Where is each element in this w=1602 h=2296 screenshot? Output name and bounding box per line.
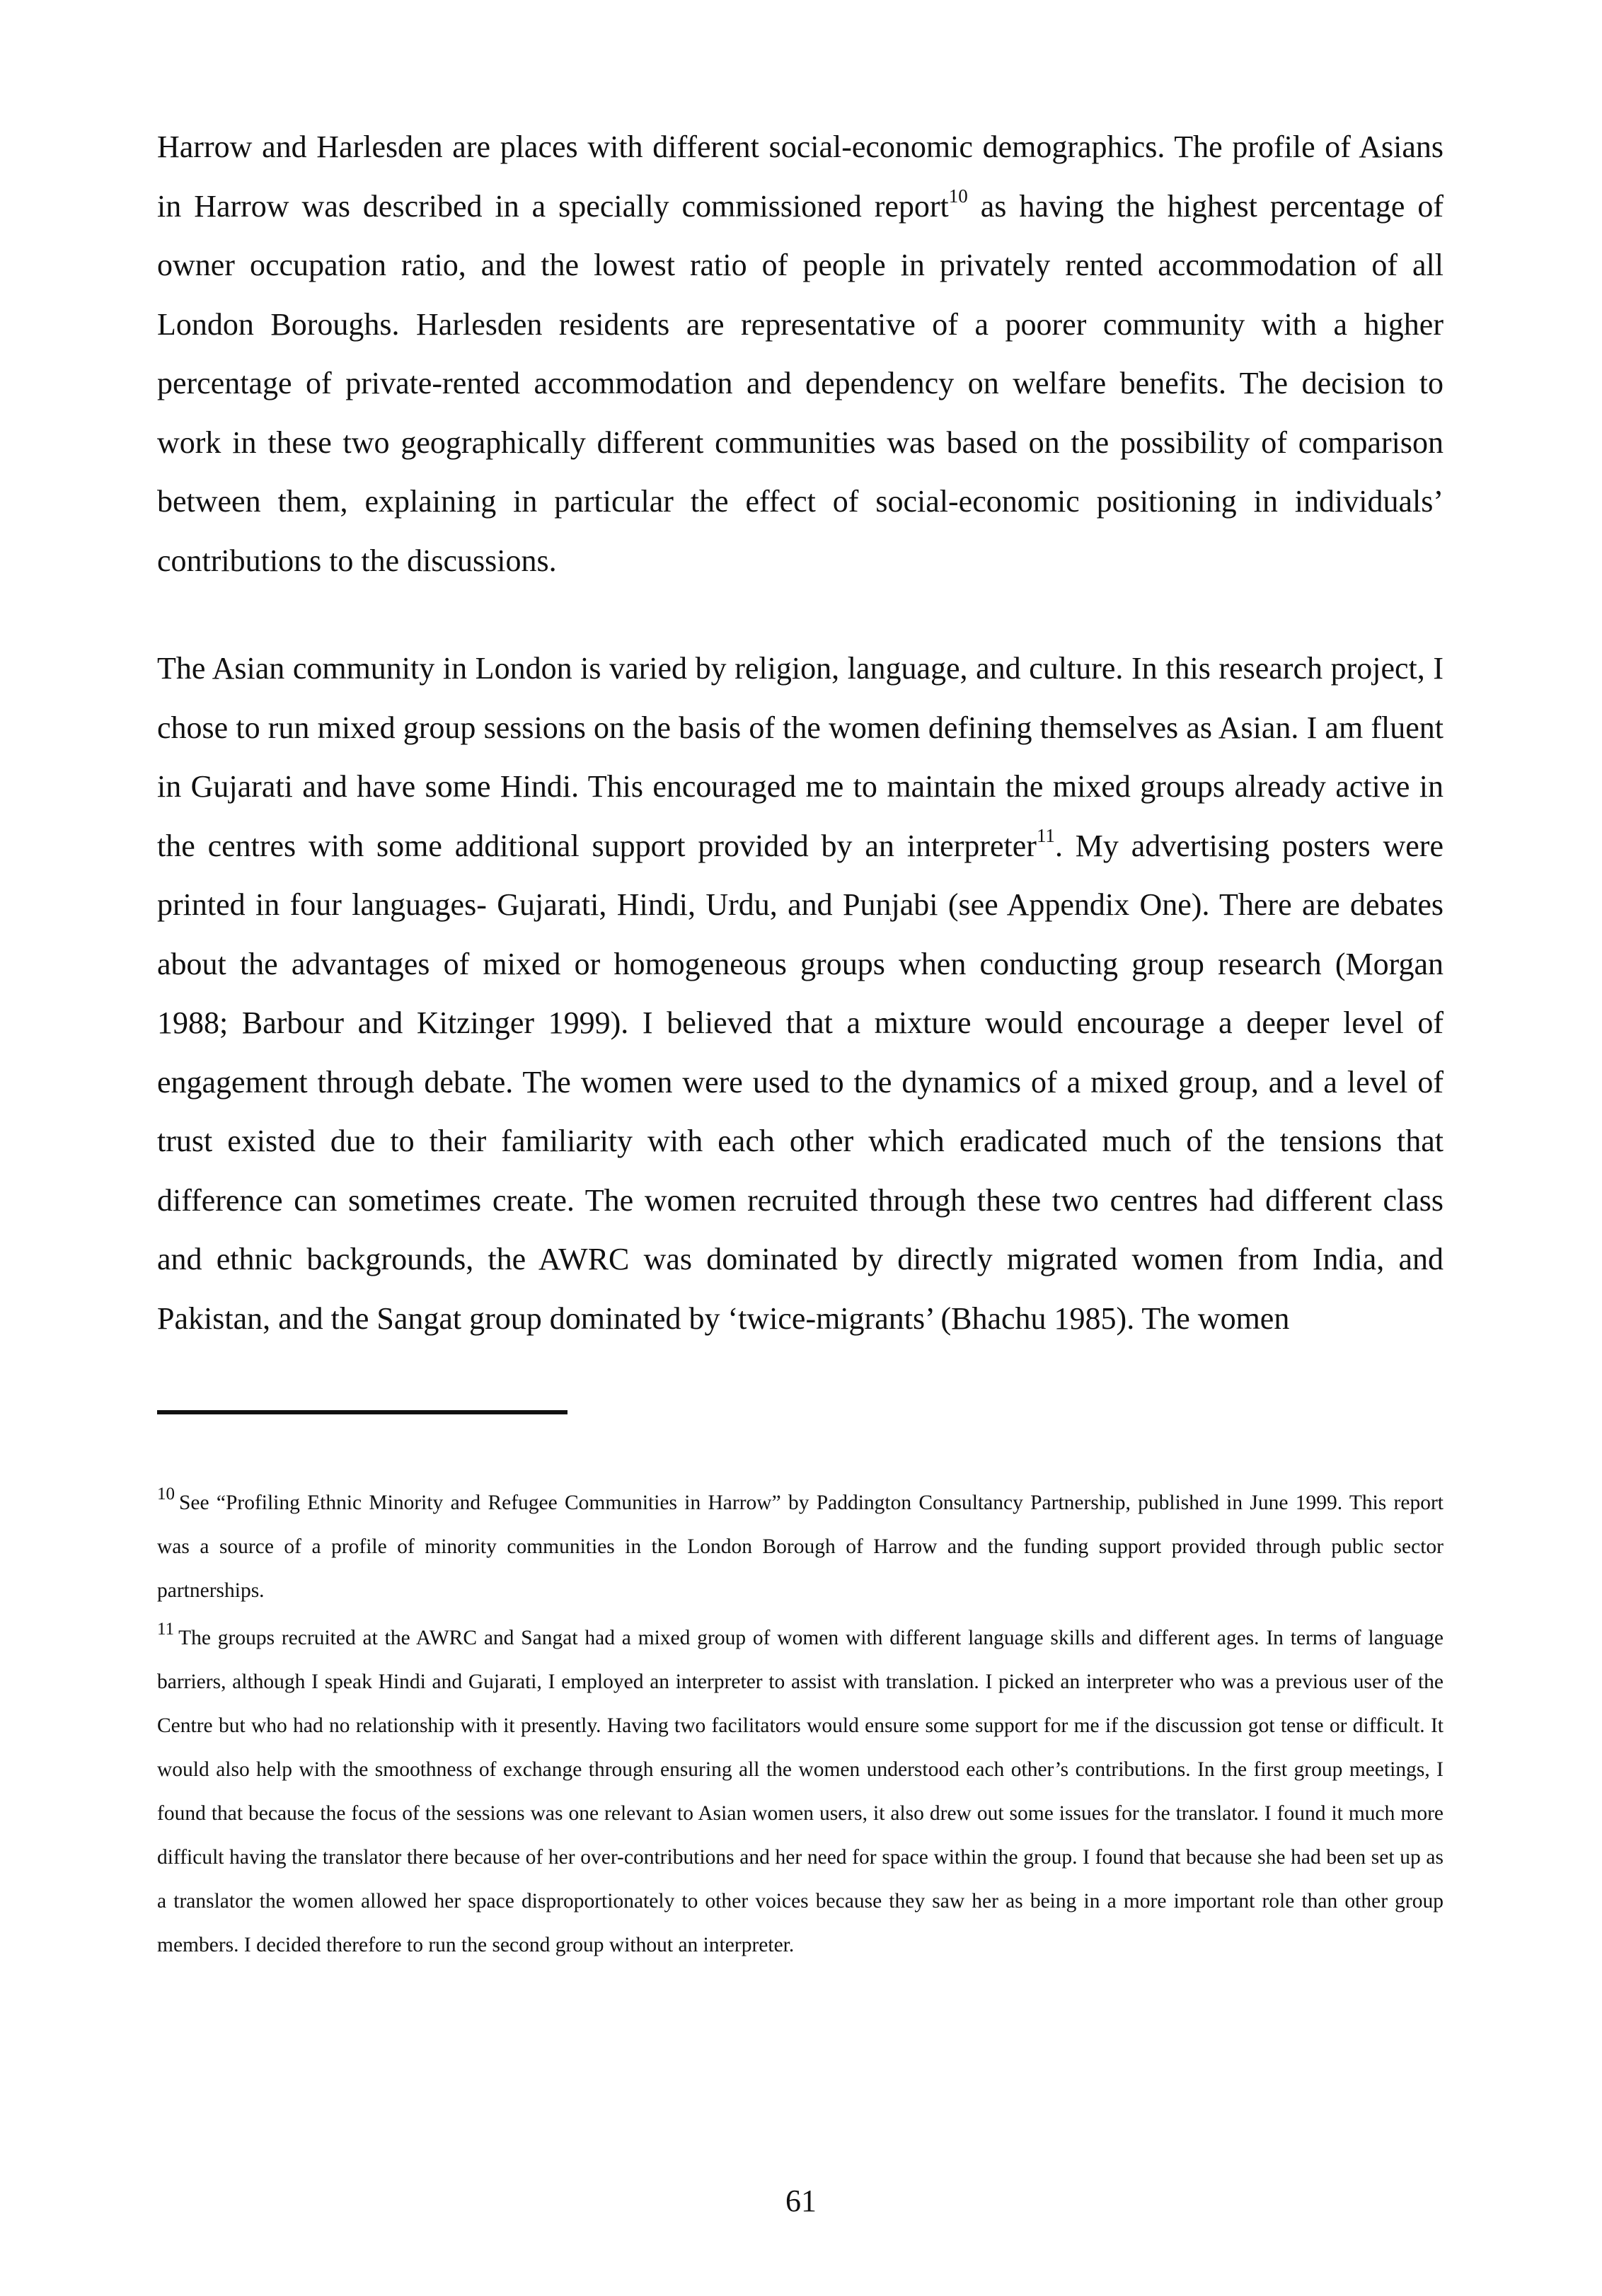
footnote-10: [157, 1481, 1443, 1613]
footnote-mark: 10: [157, 1484, 175, 1504]
body-paragraph-1: [157, 117, 1443, 590]
footnote-reference-10[interactable]: 10: [948, 185, 968, 207]
paragraph-text: . My advertising posters were printed in four languages- Gujarati, Hindi, Urdu, and Punjabi (see Appendix One). There are debates about the advantages of mixed or homogeneous groups when conducting group research (Morgan 1988; Barbour and Kitzinger 1999). I believed that a mixture would encourage a deeper level of engagement through debate. The women were used to the dynamics of a mixed group, and a level of trust existed due to their familiarity with each other which eradicated much of the tensions that difference can sometimes create. The women recruited through these two centres had different class and ethnic backgrounds, the AWRC was dominated by directly migrated women from India, and Pakistan, and the Sangat group dominated by ‘twice-migrants’ (Bhachu 1985). The women: [157, 828, 1443, 1336]
footnote-text: The groups recruited at the AWRC and Sangat had a mixed group of women with different language skills and different ages. In terms of language barriers, although I speak Hindi and Gujarati, I employed an interpreter to assist with translation. I picked an interpreter who was a previous user of the Centre but who had no relationship with it presently. Having two facilitators would ensure some support for me if the discussion got tense or difficult. It would also help with the smoothness of exchange through ensuring all the women understood each other’s contributions. In the first group meetings, I found that because the focus of the sessions was one relevant to Asian women users, it also drew out some issues for the translator. I found it much more difficult having the translator there because of her over-contributions and her need for space within the group. I found that because she had been set up as a translator the women allowed her space disproportionately to other voices because they saw her as being in a more important role than other group members. I decided therefore to run the second group without an interpreter.: [157, 1627, 1443, 1956]
footnote-reference-11[interactable]: 11: [1036, 824, 1055, 846]
footnote-separator: [157, 1410, 567, 1414]
footnote-11: [157, 1616, 1443, 1967]
paragraph-text: The Asian community in London is varied by religion, language, and culture. In this research project, I chose to run mixed group sessions on the basis of the women defining themselves as Asian. I am fluent in Gujarati and have some Hindi. This encouraged me to maintain the mixed groups already active in the centres with some additional support provided by an interpreter: [157, 651, 1443, 863]
paragraph-text: Harrow and Harlesden are places with different social-economic demographics. The profile of Asians in Harrow was described in a specially commissioned report: [157, 129, 1443, 224]
body-paragraph-2: [157, 639, 1443, 1348]
footnote-mark: 11: [157, 1620, 175, 1639]
footnote-text: See “Profiling Ethnic Minority and Refugee Communities in Harrow” by Paddington Consultancy Partnership, published in June 1999. This report was a source of a profile of minority communities in the London Borough of Harrow and the funding support provided through public sector partnerships.: [157, 1492, 1443, 1602]
paragraph-text: as having the highest percentage of owner occupation ratio, and the lowest ratio of people in privately rented accommodation of all London Boroughs. Harlesden residents are representative of a poorer community with a higher percentage of private-rented accommodation and dependency on welfare benefits. The decision to work in these two geographically different communities was based on the possibility of comparison between them, explaining in particular the effect of social-economic positioning in individuals’ contributions to the discussions.: [157, 188, 1444, 578]
page-number: 61: [785, 2183, 817, 2218]
